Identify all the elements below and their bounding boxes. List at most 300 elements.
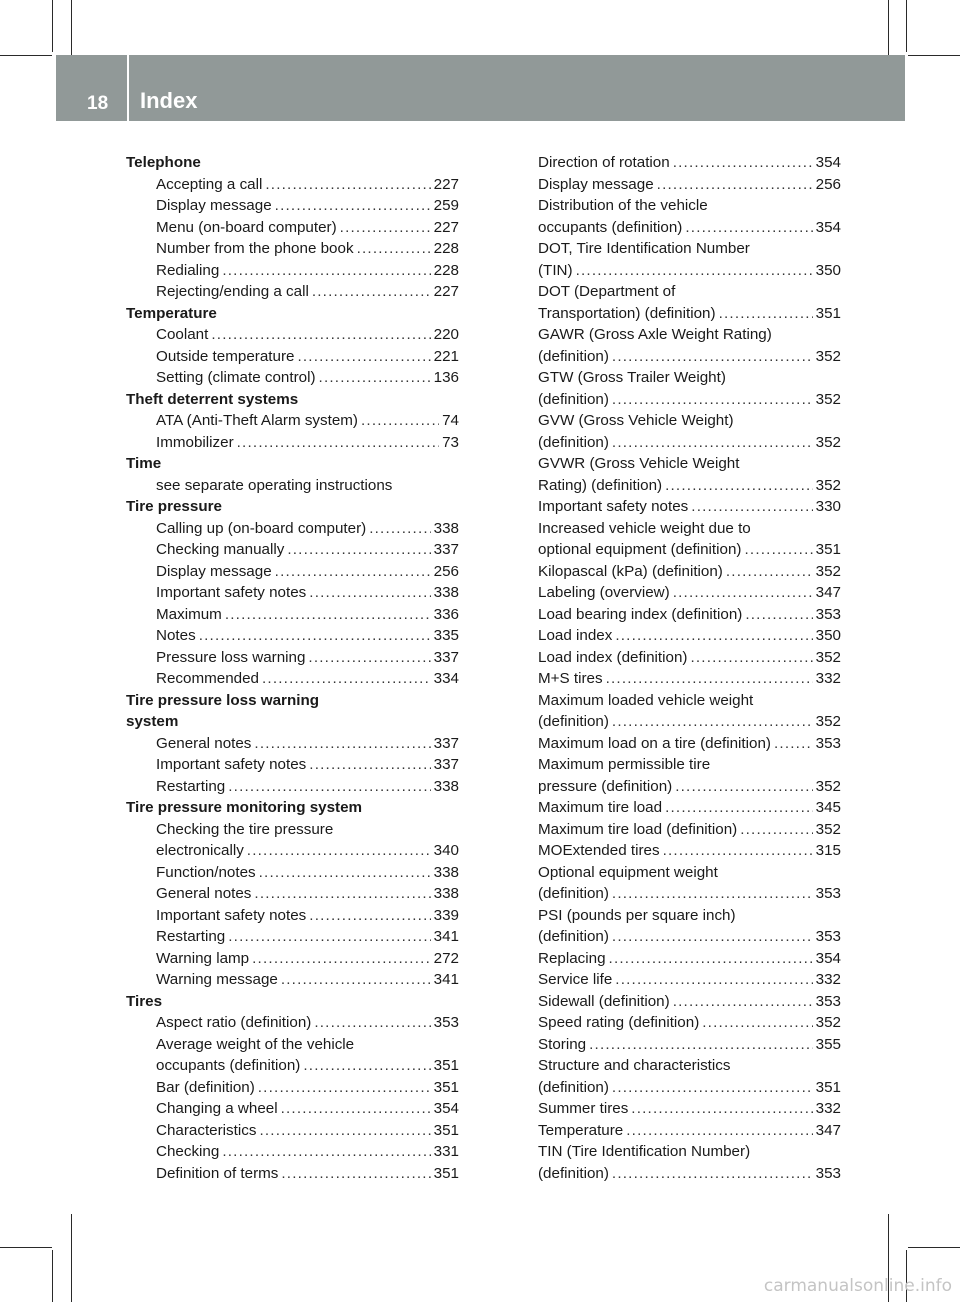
entry-page-number[interactable]: 352 xyxy=(815,390,841,408)
index-heading: Tire pressure loss warning xyxy=(126,691,320,709)
entry-page-number[interactable]: 352 xyxy=(815,476,841,494)
index-entry xyxy=(126,582,459,604)
entry-label: Load bearing index (definition) xyxy=(538,605,743,623)
index-entry xyxy=(126,969,459,991)
index-entry xyxy=(126,410,459,432)
index-entry xyxy=(508,926,841,948)
entry-page-number[interactable]: 353 xyxy=(815,992,841,1010)
index-heading: Tires xyxy=(126,992,163,1010)
entry-label: Rating) (definition) xyxy=(538,476,663,494)
entry-page-number[interactable]: 227 xyxy=(433,175,459,193)
crop-mark xyxy=(0,1247,52,1248)
entry-label: Maximum xyxy=(156,605,222,623)
crop-mark xyxy=(52,0,53,52)
crop-mark xyxy=(0,55,52,56)
index-entry xyxy=(508,883,841,905)
index-entry xyxy=(508,969,841,991)
entry-page-number[interactable]: 352 xyxy=(815,820,841,838)
index-subentry-text: GAWR (Gross Axle Weight Rating) xyxy=(538,326,772,343)
entry-page-number[interactable]: 227 xyxy=(433,283,459,300)
index-entry xyxy=(126,1055,459,1077)
dot-leader xyxy=(262,668,431,690)
index-heading: Time xyxy=(126,455,162,472)
entry-label: General notes xyxy=(156,734,252,752)
index-subentry-text: Structure and characteristics xyxy=(538,1057,731,1074)
index-column-right xyxy=(508,152,841,1184)
entry-page-number[interactable]: 351 xyxy=(815,1078,841,1096)
dot-leader xyxy=(612,926,813,948)
index-entry xyxy=(508,1077,841,1099)
entry-label: Replacing xyxy=(538,949,606,967)
dot-leader xyxy=(258,1077,431,1099)
dot-leader xyxy=(309,582,430,604)
entry-label: Important safety notes xyxy=(538,498,689,515)
index-entry xyxy=(126,1120,459,1142)
index-entry xyxy=(508,647,841,669)
dot-leader xyxy=(690,647,812,669)
index-heading: system xyxy=(126,713,179,730)
index-entry xyxy=(508,991,841,1013)
dot-leader xyxy=(237,432,439,454)
index-entry xyxy=(126,217,459,239)
entry-page-number[interactable]: 355 xyxy=(815,1035,841,1053)
entry-page-number[interactable]: 338 xyxy=(433,584,459,601)
entry-page-number[interactable]: 353 xyxy=(815,928,841,945)
index-entry xyxy=(126,625,459,647)
index-subentry-text: PSI (pounds per square inch) xyxy=(538,906,736,924)
entry-page-number[interactable]: 338 xyxy=(433,777,459,795)
dot-leader xyxy=(612,883,813,905)
index-entry xyxy=(126,260,459,282)
entry-page-number[interactable]: 336 xyxy=(433,605,459,623)
page-title: Index xyxy=(140,88,198,113)
entry-label: Warning lamp xyxy=(156,949,250,967)
index-subentry-text: Optional equipment weight xyxy=(538,863,718,881)
entry-page-number[interactable]: 350 xyxy=(815,627,841,644)
index-entry xyxy=(508,604,841,626)
dot-leader xyxy=(303,1055,430,1077)
entry-page-number[interactable]: 352 xyxy=(815,433,841,451)
entry-page-number[interactable]: 339 xyxy=(433,906,459,924)
entry-label: Load index (definition) xyxy=(538,648,688,666)
entry-page-number[interactable]: 352 xyxy=(815,347,841,365)
index-entry xyxy=(126,1141,459,1163)
index-heading: Theft deterrent systems xyxy=(126,390,299,408)
dot-leader xyxy=(308,647,430,669)
entry-page-number[interactable]: 354 xyxy=(815,154,841,171)
entry-page-number[interactable]: 221 xyxy=(433,347,459,365)
index-heading: Tire pressure monitoring system xyxy=(126,799,363,816)
dot-leader xyxy=(612,711,813,733)
entry-page-number[interactable]: 330 xyxy=(815,498,841,515)
entry-label: (definition) xyxy=(538,390,609,408)
entry-page-number[interactable]: 353 xyxy=(815,1164,841,1182)
dot-leader xyxy=(228,776,430,798)
entry-page-number[interactable]: 337 xyxy=(433,541,459,558)
entry-page-number[interactable]: 341 xyxy=(433,928,459,945)
index-entry xyxy=(126,840,459,862)
entry-label: Sidewall (definition) xyxy=(538,992,670,1010)
index-heading: Telephone xyxy=(126,154,201,171)
entry-page-number[interactable]: 354 xyxy=(815,218,841,236)
entry-label: Summer tires xyxy=(538,1100,629,1117)
index-entry xyxy=(126,238,459,260)
dot-leader xyxy=(702,1012,812,1034)
entry-label: Notes xyxy=(156,627,196,644)
index-entry xyxy=(126,905,459,927)
watermark: carmanualsonline.info xyxy=(763,1276,952,1296)
index-entry xyxy=(126,1163,459,1185)
entry-page-number[interactable]: 351 xyxy=(815,541,841,558)
dot-leader xyxy=(626,1120,812,1142)
entry-label: General notes xyxy=(156,885,252,902)
index-entry xyxy=(508,1012,841,1034)
index-entry xyxy=(126,518,459,540)
index-entry xyxy=(126,948,459,970)
dot-leader xyxy=(281,969,431,991)
index-entry xyxy=(126,926,459,948)
index-entry xyxy=(508,217,841,239)
index-entry xyxy=(508,539,841,561)
entry-page-number[interactable]: 350 xyxy=(815,261,841,279)
dot-leader xyxy=(287,539,430,561)
index-entry xyxy=(508,733,841,755)
entry-label: Labeling (overview) xyxy=(538,584,670,601)
entry-label: Display message xyxy=(538,175,654,193)
index-subentry-text: Maximum loaded vehicle weight xyxy=(538,691,754,709)
entry-label: Number from the phone book xyxy=(156,240,354,257)
entry-page-number[interactable]: 353 xyxy=(815,734,841,752)
crop-mark xyxy=(52,1250,53,1302)
dot-leader xyxy=(576,260,813,282)
entry-label: Coolant xyxy=(156,326,209,343)
entry-page-number[interactable]: 74 xyxy=(442,412,459,429)
dot-leader xyxy=(247,840,431,862)
entry-label: Important safety notes xyxy=(156,584,307,601)
index-subentry-text: DOT, Tire Identification Number xyxy=(538,240,750,257)
entry-page-number[interactable]: 354 xyxy=(433,1100,459,1117)
entry-page-number[interactable]: 352 xyxy=(815,713,841,730)
index-entry xyxy=(126,281,459,303)
index-entry xyxy=(508,561,841,583)
entry-label: Load index xyxy=(538,627,613,644)
dot-leader xyxy=(199,625,431,647)
entry-label: Maximum tire load (definition) xyxy=(538,820,738,838)
entry-label: (TIN) xyxy=(538,261,573,279)
index-entry xyxy=(126,668,459,690)
header-divider xyxy=(127,55,129,121)
index-entry xyxy=(508,475,841,497)
entry-label: Speed rating (definition) xyxy=(538,1014,700,1031)
dot-leader xyxy=(740,819,812,841)
entry-label: Pressure loss warning xyxy=(156,648,306,666)
dot-leader xyxy=(685,217,812,239)
entry-page-number[interactable]: 227 xyxy=(433,218,459,236)
entry-page-number[interactable]: 351 xyxy=(433,1121,459,1139)
crop-mark xyxy=(71,1214,72,1302)
dot-leader xyxy=(606,668,813,690)
entry-page-number[interactable]: 352 xyxy=(815,648,841,666)
index-subentry-text: Distribution of the vehicle xyxy=(538,197,708,214)
entry-label: Accepting a call xyxy=(156,175,263,193)
dot-leader xyxy=(259,862,431,884)
dot-leader xyxy=(369,518,430,540)
entry-page-number[interactable]: 340 xyxy=(433,842,459,859)
index-subentry-text: Checking the tire pressure xyxy=(156,820,334,838)
entry-page-number[interactable]: 352 xyxy=(815,562,841,580)
index-entry xyxy=(508,797,841,819)
entry-label: Changing a wheel xyxy=(156,1100,278,1117)
entry-page-number[interactable]: 315 xyxy=(815,842,841,859)
index-entry xyxy=(126,1098,459,1120)
entry-page-number[interactable]: 259 xyxy=(433,197,459,214)
dot-leader xyxy=(665,475,813,497)
entry-label: (definition) xyxy=(538,713,609,730)
index-entry xyxy=(508,152,841,174)
entry-label: optional equipment (definition) xyxy=(538,541,742,558)
entry-label: Immobilizer xyxy=(156,433,234,451)
entry-label: Characteristics xyxy=(156,1121,257,1139)
entry-page-number[interactable]: 272 xyxy=(433,949,459,967)
dot-leader xyxy=(275,195,431,217)
index-entry xyxy=(126,776,459,798)
entry-label: Restarting xyxy=(156,928,226,945)
entry-page-number[interactable]: 347 xyxy=(815,584,841,601)
entry-page-number[interactable]: 220 xyxy=(433,326,459,343)
dot-leader xyxy=(340,217,431,239)
entry-page-number[interactable]: 335 xyxy=(433,627,459,644)
entry-label: Calling up (on-board computer) xyxy=(156,519,367,537)
dot-leader xyxy=(609,948,813,970)
index-subentry-text: TIN (Tire Identification Number) xyxy=(538,1143,751,1160)
entry-label: Rejecting/ending a call xyxy=(156,283,309,300)
index-entry xyxy=(126,324,459,346)
dot-leader xyxy=(691,496,812,518)
dot-leader xyxy=(297,346,430,368)
entry-page-number[interactable]: 341 xyxy=(433,971,459,988)
index-entry xyxy=(508,389,841,411)
index-entry xyxy=(126,733,459,755)
entry-label: (definition) xyxy=(538,347,609,365)
entry-page-number[interactable]: 352 xyxy=(815,1014,841,1031)
entry-label: (definition) xyxy=(538,928,609,945)
index-subentry-text: GTW (Gross Trailer Weight) xyxy=(538,369,726,386)
dot-leader xyxy=(719,303,813,325)
index-entry xyxy=(126,367,459,389)
dot-leader xyxy=(281,1163,430,1185)
index-entry xyxy=(508,303,841,325)
dot-leader xyxy=(631,1098,812,1120)
crop-mark xyxy=(908,1247,960,1248)
index-entry xyxy=(126,862,459,884)
entry-page-number[interactable]: 73 xyxy=(442,433,459,451)
index-entry xyxy=(508,776,841,798)
index-entry xyxy=(126,539,459,561)
dot-leader xyxy=(612,432,813,454)
entry-label: (definition) xyxy=(538,433,609,451)
dot-leader xyxy=(314,1012,430,1034)
entry-page-number[interactable]: 351 xyxy=(815,304,841,322)
entry-label: Restarting xyxy=(156,777,226,795)
entry-label: Display message xyxy=(156,562,272,580)
entry-page-number[interactable]: 353 xyxy=(815,605,841,623)
entry-label: Display message xyxy=(156,197,272,214)
page-number: 18 xyxy=(87,93,109,114)
entry-label: (definition) xyxy=(538,1078,609,1096)
entry-label: (definition) xyxy=(538,1164,609,1182)
entry-page-number[interactable]: 353 xyxy=(433,1014,459,1031)
dot-leader xyxy=(615,969,812,991)
index-entry xyxy=(508,1034,841,1056)
index-subentry-text: DOT (Department of xyxy=(538,283,676,300)
entry-page-number[interactable]: 332 xyxy=(815,971,841,988)
index-entry xyxy=(508,819,841,841)
dot-leader xyxy=(309,754,430,776)
entry-page-number[interactable]: 332 xyxy=(815,670,841,687)
crop-mark xyxy=(906,0,907,52)
dot-leader xyxy=(675,776,812,798)
dot-leader xyxy=(673,582,813,604)
entry-page-number[interactable]: 338 xyxy=(433,885,459,902)
dot-leader xyxy=(612,346,813,368)
index-entry xyxy=(126,195,459,217)
dot-leader xyxy=(744,539,812,561)
dot-leader xyxy=(265,174,430,196)
index-heading: Tire pressure xyxy=(126,498,222,515)
entry-page-number[interactable]: 337 xyxy=(433,734,459,752)
entry-label: pressure (definition) xyxy=(538,777,673,795)
index-entry xyxy=(126,1012,459,1034)
index-entry xyxy=(508,625,841,647)
entry-label: Storing xyxy=(538,1035,587,1053)
index-entry xyxy=(508,346,841,368)
dot-leader xyxy=(319,367,431,389)
dot-leader xyxy=(745,604,812,626)
entry-label: Service life xyxy=(538,971,613,988)
dot-leader xyxy=(312,281,431,303)
dot-leader xyxy=(259,1120,430,1142)
index-subentry-text: Increased vehicle weight due to xyxy=(538,519,751,537)
entry-page-number[interactable]: 228 xyxy=(433,261,459,279)
index-subentry-text: see separate operating instructions xyxy=(156,476,393,494)
dot-leader xyxy=(361,410,439,432)
entry-page-number[interactable]: 228 xyxy=(433,240,459,257)
dot-leader xyxy=(228,926,430,948)
index-heading: Temperature xyxy=(126,304,217,322)
entry-page-number[interactable]: 351 xyxy=(433,1164,459,1182)
dot-leader xyxy=(254,733,430,755)
entry-label: Kilopascal (kPa) (definition) xyxy=(538,562,723,580)
entry-page-number[interactable]: 338 xyxy=(433,863,459,881)
entry-label: Function/notes xyxy=(156,863,256,881)
entry-label: (definition) xyxy=(538,885,609,902)
index-subentry-text: Average weight of the vehicle xyxy=(156,1035,355,1053)
index-entry xyxy=(508,432,841,454)
dot-leader xyxy=(222,260,430,282)
entry-label: Maximum load on a tire (definition) xyxy=(538,734,771,752)
entry-label: Checking manually xyxy=(156,541,285,558)
entry-page-number[interactable]: 256 xyxy=(815,175,841,193)
entry-label: Recommended xyxy=(156,670,259,687)
index-entry xyxy=(508,496,841,518)
index-entry xyxy=(126,561,459,583)
entry-label: Direction of rotation xyxy=(538,154,670,171)
entry-label: MOExtended tires xyxy=(538,842,660,859)
entry-label: Menu (on-board computer) xyxy=(156,218,337,236)
entry-label: Transportation) (definition) xyxy=(538,304,716,322)
dot-leader xyxy=(612,1077,813,1099)
entry-page-number[interactable]: 136 xyxy=(433,369,459,386)
dot-leader xyxy=(357,238,431,260)
index-entry xyxy=(126,1077,459,1099)
entry-label: Important safety notes xyxy=(156,756,307,773)
entry-label: Aspect ratio (definition) xyxy=(156,1014,312,1031)
index-column-left xyxy=(126,152,459,1184)
index-entry xyxy=(508,948,841,970)
entry-page-number[interactable]: 332 xyxy=(815,1100,841,1117)
dot-leader xyxy=(211,324,430,346)
entry-page-number[interactable]: 351 xyxy=(433,1057,459,1074)
dot-leader xyxy=(615,625,812,647)
entry-label: occupants (definition) xyxy=(156,1057,301,1074)
entry-label: Temperature xyxy=(538,1121,624,1139)
entry-label: Important safety notes xyxy=(156,906,307,924)
dot-leader xyxy=(281,1098,431,1120)
entry-label: Setting (climate control) xyxy=(156,369,316,386)
entry-page-number[interactable]: 256 xyxy=(433,562,459,580)
index-entry xyxy=(126,883,459,905)
entry-page-number[interactable]: 337 xyxy=(433,648,459,666)
dot-leader xyxy=(222,1141,430,1163)
entry-page-number[interactable]: 351 xyxy=(433,1078,459,1096)
dot-leader xyxy=(657,174,813,196)
entry-page-number[interactable]: 338 xyxy=(433,519,459,537)
entry-page-number[interactable]: 331 xyxy=(433,1143,459,1160)
index-entry xyxy=(126,432,459,454)
index-entry xyxy=(126,604,459,626)
crop-mark xyxy=(908,55,960,56)
index-subentry-text: GVWR (Gross Vehicle Weight xyxy=(538,455,740,472)
dot-leader xyxy=(673,152,813,174)
dot-leader xyxy=(612,389,813,411)
entry-page-number[interactable]: 354 xyxy=(815,949,841,967)
index-entry xyxy=(508,260,841,282)
index-entry xyxy=(508,711,841,733)
dot-leader xyxy=(252,948,431,970)
entry-label: Outside temperature xyxy=(156,347,295,365)
index-entry xyxy=(508,174,841,196)
index-entry xyxy=(508,1098,841,1120)
entry-page-number[interactable]: 353 xyxy=(815,885,841,902)
entry-page-number[interactable]: 345 xyxy=(815,799,841,816)
entry-page-number[interactable]: 352 xyxy=(815,777,841,795)
entry-label: electronically xyxy=(156,842,244,859)
entry-label: Checking xyxy=(156,1143,220,1160)
dot-leader xyxy=(225,604,431,626)
index-entry xyxy=(126,346,459,368)
index-entry xyxy=(126,647,459,669)
entry-page-number[interactable]: 347 xyxy=(815,1121,841,1139)
dot-leader xyxy=(309,905,430,927)
entry-page-number[interactable]: 334 xyxy=(433,670,459,687)
entry-page-number[interactable]: 337 xyxy=(433,756,459,773)
dot-leader xyxy=(726,561,813,583)
index-subentry-text: GVW (Gross Vehicle Weight) xyxy=(538,412,734,429)
entry-label: M+S tires xyxy=(538,670,603,687)
index-entry xyxy=(508,1120,841,1142)
entry-label: ATA (Anti-Theft Alarm system) xyxy=(156,412,358,429)
dot-leader xyxy=(774,733,813,755)
